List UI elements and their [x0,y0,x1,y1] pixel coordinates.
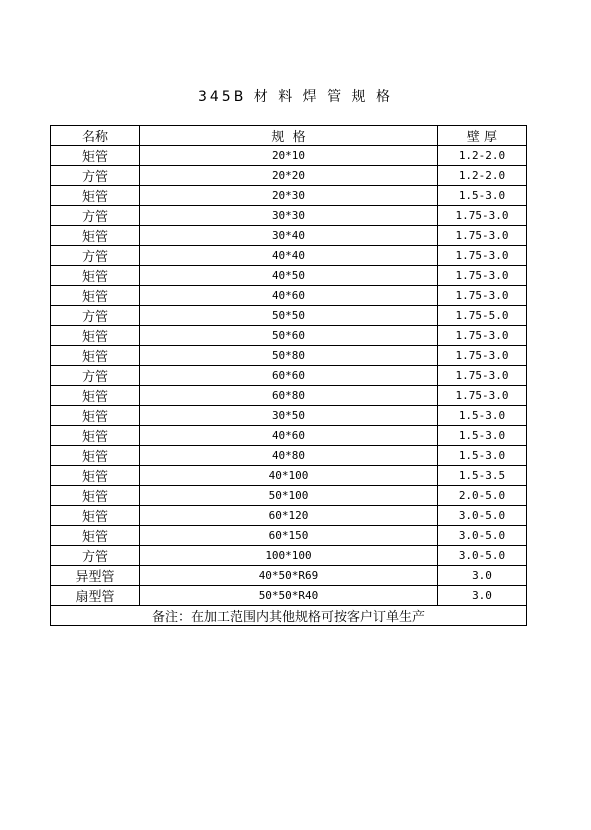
cell-wall: 1.75-3.0 [438,206,527,226]
cell-name: 矩管 [51,286,140,306]
table-row [51,186,527,206]
table-header-row [51,126,527,146]
cell-spec: 20*10 [140,146,438,166]
table-row [51,566,527,586]
cell-spec: 40*40 [140,246,438,266]
cell-wall: 1.75-3.0 [438,266,527,286]
cell-spec: 60*150 [140,526,438,546]
cell-name: 矩管 [51,186,140,206]
cell-spec: 50*50*R40 [140,586,438,606]
table-row [51,346,527,366]
cell-name: 方管 [51,546,140,566]
note-row [51,606,527,626]
table-row [51,406,527,426]
cell-name: 矩管 [51,346,140,366]
cell-spec: 30*40 [140,226,438,246]
cell-wall: 1.75-3.0 [438,346,527,366]
cell-spec: 50*60 [140,326,438,346]
table-row [51,466,527,486]
cell-wall: 1.75-3.0 [438,286,527,306]
cell-wall: 1.75-3.0 [438,246,527,266]
cell-wall: 3.0 [438,566,527,586]
table-row [51,226,527,246]
cell-wall: 1.2-2.0 [438,146,527,166]
cell-wall: 1.75-3.0 [438,386,527,406]
table-row [51,386,527,406]
cell-spec: 40*100 [140,466,438,486]
table-row [51,526,527,546]
cell-wall: 1.5-3.0 [438,186,527,206]
cell-wall: 1.75-3.0 [438,226,527,246]
cell-name: 矩管 [51,526,140,546]
cell-wall: 1.5-3.5 [438,466,527,486]
cell-wall: 1.5-3.0 [438,426,527,446]
cell-wall: 1.2-2.0 [438,166,527,186]
table-row [51,426,527,446]
cell-spec: 60*60 [140,366,438,386]
cell-wall: 1.75-5.0 [438,306,527,326]
table-row [51,166,527,186]
cell-spec: 40*50 [140,266,438,286]
cell-spec: 60*80 [140,386,438,406]
table-row [51,506,527,526]
page-title: 345B 材 料 焊 管 规 格 [197,89,394,105]
table-row [51,146,527,166]
cell-spec: 60*120 [140,506,438,526]
cell-spec: 40*60 [140,426,438,446]
cell-name: 矩管 [51,506,140,526]
header-spec: 规 格 [140,126,438,146]
cell-name: 方管 [51,166,140,186]
table-row [51,286,527,306]
cell-wall: 1.75-3.0 [438,366,527,386]
table-row [51,546,527,566]
cell-spec: 20*30 [140,186,438,206]
cell-name: 矩管 [51,146,140,166]
table-row [51,246,527,266]
cell-name: 矩管 [51,486,140,506]
table-row [51,306,527,326]
cell-wall: 3.0-5.0 [438,526,527,546]
cell-name: 矩管 [51,426,140,446]
table-row [51,586,527,606]
table-row [51,446,527,466]
cell-name: 矩管 [51,446,140,466]
cell-wall: 3.0-5.0 [438,546,527,566]
cell-name: 方管 [51,366,140,386]
table-row [51,206,527,226]
cell-name: 矩管 [51,466,140,486]
table-row [51,366,527,386]
spec-table [50,125,527,626]
cell-name: 方管 [51,206,140,226]
cell-name: 矩管 [51,406,140,426]
note-text: 备注：在加工范围内其他规格可按客户订单生产 [51,606,527,626]
cell-name: 矩管 [51,326,140,346]
cell-spec: 40*60 [140,286,438,306]
cell-spec: 50*80 [140,346,438,366]
cell-wall: 3.0 [438,586,527,606]
table-row [51,266,527,286]
cell-name: 方管 [51,306,140,326]
cell-name: 异型管 [51,566,140,586]
cell-name: 矩管 [51,226,140,246]
header-wall: 壁 厚 [438,126,527,146]
cell-name: 矩管 [51,266,140,286]
table-row [51,326,527,346]
cell-spec: 30*30 [140,206,438,226]
cell-name: 扇型管 [51,586,140,606]
cell-spec: 100*100 [140,546,438,566]
cell-name: 方管 [51,246,140,266]
table-row [51,486,527,506]
cell-spec: 40*80 [140,446,438,466]
cell-name: 矩管 [51,386,140,406]
header-name: 名称 [51,126,140,146]
cell-spec: 30*50 [140,406,438,426]
table-body [51,146,527,606]
cell-spec: 20*20 [140,166,438,186]
cell-spec: 50*50 [140,306,438,326]
cell-spec: 40*50*R69 [140,566,438,586]
cell-wall: 2.0-5.0 [438,486,527,506]
cell-wall: 1.5-3.0 [438,406,527,426]
cell-spec: 50*100 [140,486,438,506]
cell-wall: 1.75-3.0 [438,326,527,346]
cell-wall: 3.0-5.0 [438,506,527,526]
cell-wall: 1.5-3.0 [438,446,527,466]
